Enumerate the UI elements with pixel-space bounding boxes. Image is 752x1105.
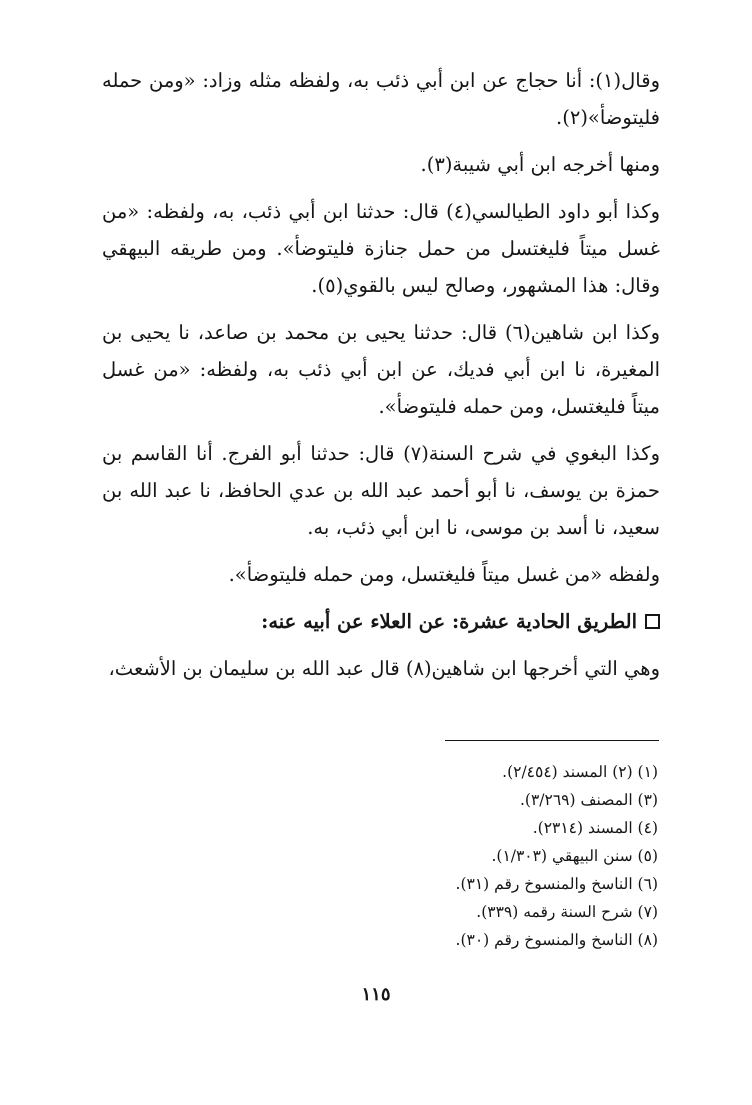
paragraph: وهي التي أخرجها ابن شاهين(٨) قال عبد الله بن سليمان بن الأشعث، [108, 657, 660, 680]
footnote: (٣) المصنف (٣/٢٦٩). [519, 791, 658, 809]
paragraph: وقال(١): أنا حجاج عن ابن أبي ذئب به، ولفظه مثله وزاد: «ومن حمله فليتوضأ»(٢). [102, 69, 660, 129]
footnote: (٨) الناسخ والمنسوخ رقم (٣٠). [455, 931, 658, 949]
section-heading [102, 603, 660, 640]
paragraph: ومنها أخرجه ابن أبي شيبة(٣). [420, 153, 660, 176]
section-heading-text: الطريق الحادية عشرة: عن العلاء عن أبيه عنه: [261, 610, 637, 633]
main-text [102, 62, 660, 697]
paragraph: وكذا أبو داود الطيالسي(٤) قال: حدثنا ابن أبي ذئب، به، ولفظه: «من غسل ميتاً فليغتسل من حمل جنازة فليتوضأ». ومن طريقه البيهقي وقال: هذا المشهور، وصالح ليس بالقوي(٥). [102, 200, 661, 297]
paragraph: وكذا ابن شاهين(٦) قال: حدثنا يحيى بن محمد بن صاعد، نا يحيى بن المغيرة، نا ابن أبي فديك، عن ابن أبي ذئب به، ولفظه: «من غسل ميتاً فليغتسل، ومن حمله فليتوضأ». [102, 321, 661, 418]
page-number: ١١٥ [361, 984, 391, 1005]
square-bullet-icon [645, 614, 660, 629]
footnote-divider [445, 740, 659, 741]
footnote: (٤) المسند (٢٣١٤). [532, 819, 658, 837]
footnote: (١) (٢) المسند (٢/٤٥٤). [502, 763, 658, 781]
footnote: (٥) سنن البيهقي (١/٣٠٣). [491, 847, 658, 865]
paragraph: وكذا البغوي في شرح السنة(٧) قال: حدثنا أبو الفرج. أنا القاسم بن حمزة بن يوسف، نا أبو أحمد عبد الله بن عدي الحافظ، نا عبد الله بن سعيد، نا أسد بن موسى، نا ابن أبي ذئب، به. [102, 442, 660, 539]
footnotes [300, 758, 658, 954]
paragraph: ولفظه «من غسل ميتاً فليغتسل، ومن حمله فليتوضأ». [228, 563, 660, 586]
footnote: (٧) شرح السنة رقمه (٣٣٩). [476, 903, 658, 921]
footnote: (٦) الناسخ والمنسوخ رقم (٣١). [455, 875, 658, 893]
